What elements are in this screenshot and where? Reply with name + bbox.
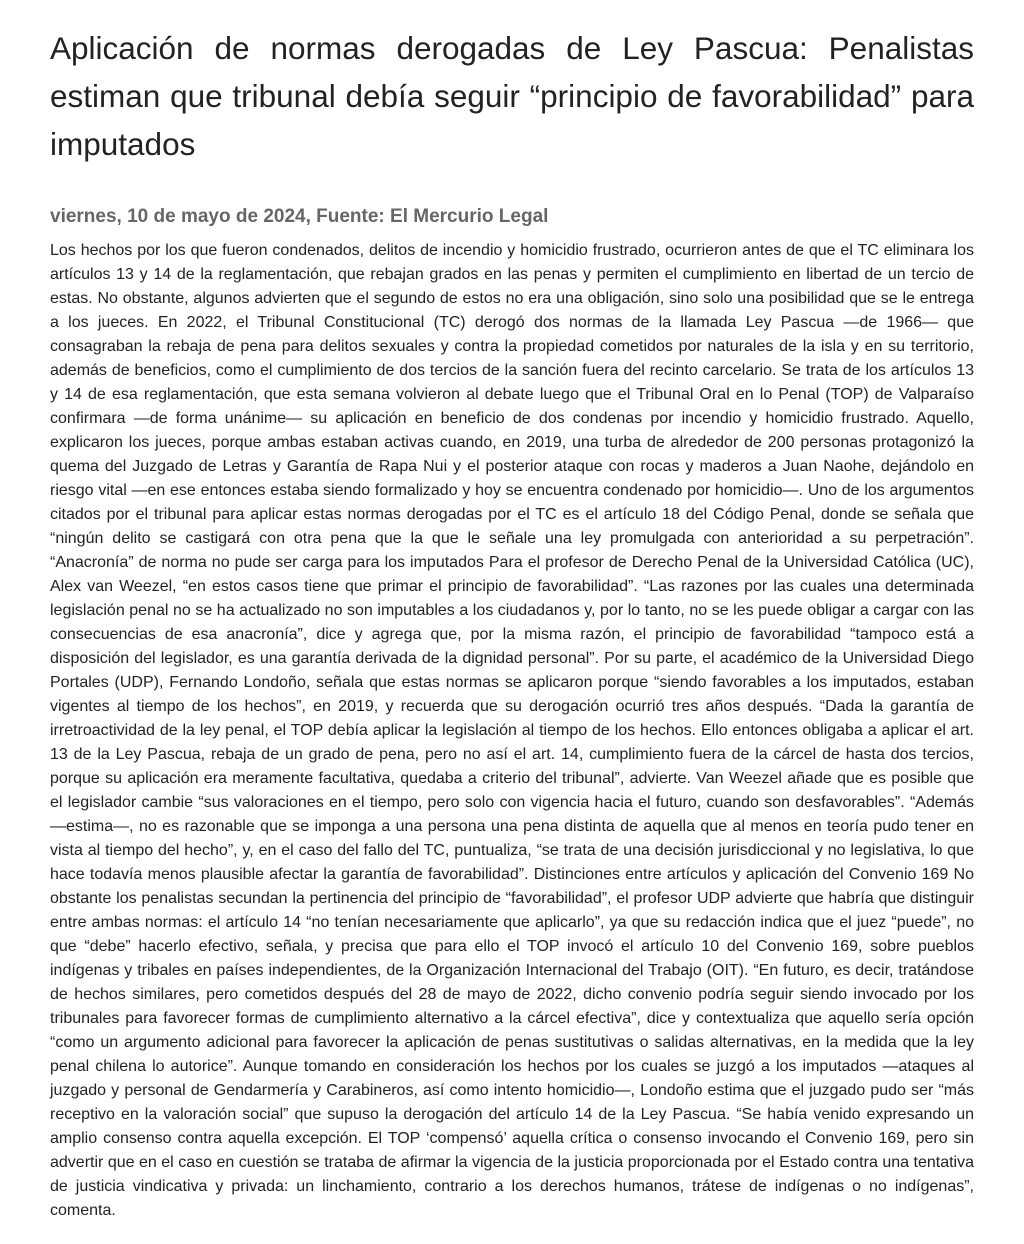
- article: [50, 24, 974, 1223]
- article-title: Aplicación de normas derogadas de Ley Pascua: Penalistas estiman que tribunal debía seguir “principio de favorabilidad” para imputados: [50, 30, 974, 162]
- article-body: Los hechos por los que fueron condenados, delitos de incendio y homicidio frustrado, ocurrieron antes de que el TC eliminara los artículos 13 y 14 de la reglamentación, que rebajan grados en las penas y permiten el cumplimiento en libertad de un tercio de estas. No obstante, algunos advierten que el segundo de estos no era una obligación, sino solo una posibilidad que se le entrega a los jueces. En 2022, el Tribunal Constitucional (TC) derogó dos normas de la llamada Ley Pascua —de 1966— que consagraban la rebaja de pena para delitos sexuales y contra la propiedad cometidos por naturales de la isla y en su territorio, además de beneficios, como el cumplimiento de dos tercios de la sanción fuera del recinto carcelario. Se trata de los artículos 13 y 14 de esa reglamentación, que esta semana volvieron al debate luego que el Tribunal Oral en lo Penal (TOP) de Valparaíso confirmara —de forma unánime— su aplicación en beneficio de dos condenas por incendio y homicidio frustrado. Aquello, explicaron los jueces, porque ambas estaban activas cuando, en 2019, una turba de alrededor de 200 personas protagonizó la quema del Juzgado de Letras y Garantía de Rapa Nui y el posterior ataque con rocas y maderos a Juan Naohe, dejándolo en riesgo vital —en ese entonces estaba siendo formalizado y hoy se encuentra condenado por homicidio—. Uno de los argumentos citados por el tribunal para aplicar estas normas derogadas por el TC es el artículo 18 del Código Penal, donde se señala que “ningún delito se castigará con otra pena que la que le señale una ley promulgada con anterioridad a su perpetración”. “Anacronía” de norma no pude ser carga para los imputados Para el profesor de Derecho Penal de la Universidad Católica (UC), Alex van Weezel, “en estos casos tiene que primar el principio de favorabilidad”. “Las razones por las cuales una determinada legislación penal no se ha actualizado no son imputables a los ciudadanos y, por lo tanto, no se les puede obligar a cargar con las consecuencias de esa anacronía”, dice y agrega que, por la misma razón, el principio de favorabilidad “tampoco está a disposición del legislador, es una garantía derivada de la dignidad personal”. Por su parte, el académico de la Universidad Diego Portales (UDP), Fernando Londoño, señala que estas normas se aplicaron porque “siendo favorables a los imputados, estaban vigentes al tiempo de los hechos”, en 2019, y recuerda que su derogación ocurrió tres años después. “Dada la garantía de irretroactividad de la ley penal, el TOP debía aplicar la legislación al tiempo de los hechos. Ello entonces obligaba a aplicar el art. 13 de la Ley Pascua, rebaja de un grado de pena, pero no así el art. 14, cumplimiento fuera de la cárcel de hasta dos tercios, porque su aplicación era meramente facultativa, quedaba a criterio del tribunal”, advierte. Van Weezel añade que es posible que el legislador cambie “sus valoraciones en el tiempo, pero solo con vigencia hacia el futuro, cuando son desfavorables”. “Además —estima—, no es razonable que se imponga a una persona una pena distinta de aquella que al menos en teoría pudo tener en vista al tiempo del hecho”, y, en el caso del fallo del TC, puntualiza, “se trata de una decisión jurisdiccional y no legislativa, lo que hace todavía menos plausible afectar la garantía de favorabilidad”. Distinciones entre artículos y aplicación del Convenio 169 No obstante los penalistas secundan la pertinencia del principio de “favorabilidad”, el profesor UDP advierte que habría que distinguir entre ambas normas: el artículo 14 “no tenían necesariamente que aplicarlo”, ya que su redacción indica que el juez “puede”, no que “debe” hacerlo efectivo, señala, y precisa que para ello el TOP invocó el artículo 10 del Convenio 169, sobre pueblos indígenas y tribales en países independientes, de la Organización Internacional del Trabajo (OIT). “En futuro, es decir, tratándose de hechos similares, pero cometidos después del 28 de mayo de 2022, dicho convenio podría seguir siendo invocado por los tribunales para favorecer formas de cumplimiento alternativo a la cárcel efectiva”, dice y contextualiza que aquello sería opción “como un argumento adicional para favorecer la aplicación de penas sustitutivas o salidas alternativas, en la medida que la ley penal chilena lo autorice”. Aunque tomando en consideración los hechos por los cuales se juzgó a los imputados —ataques al juzgado y personal de Gendarmería y Carabineros, así como intento homicidio—, Londoño estima que el juzgado pudo ser “más receptivo en la valoración social” que supuso la derogación del artículo 14 de la Ley Pascua. “Se había venido expresando un amplio consenso contra aquella excepción. El TOP ‘compensó’ aquella crítica o consenso invocando el Convenio 169, pero sin advertir que en el caso en cuestión se trataba de afirmar la vigencia de la justicia proporcionada por el Estado contra una tentativa de justicia vindicativa y privada: un linchamiento, contrario a los derechos humanos, trátese de indígenas o no indígenas”, comenta.: [50, 242, 974, 1219]
- article-date-source: viernes, 10 de mayo de 2024, Fuente: El Mercurio Legal: [50, 206, 549, 227]
